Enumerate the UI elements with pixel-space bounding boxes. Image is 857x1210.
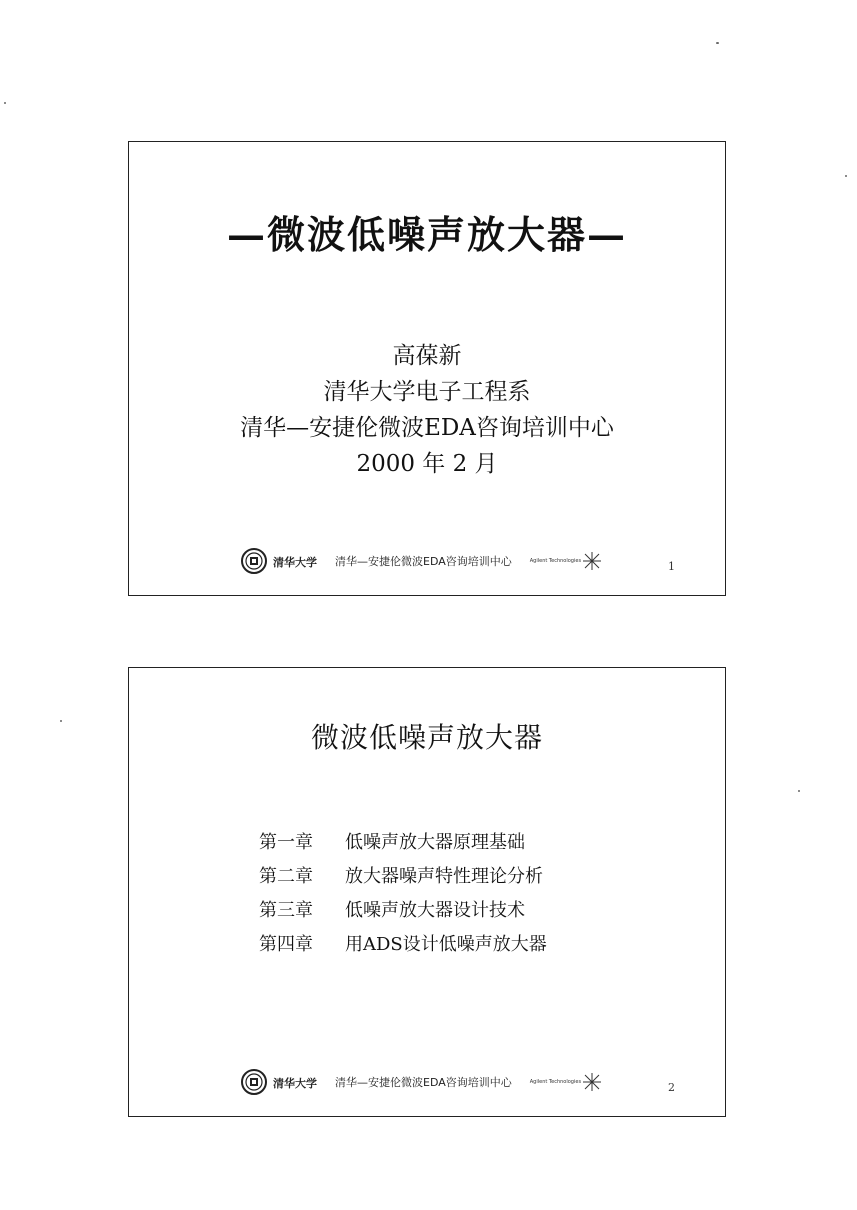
university-logo-text: 清华大学 — [273, 556, 317, 568]
university-seal-icon — [241, 548, 267, 574]
university-logo-text: 清华大学 — [273, 1077, 317, 1089]
agilent-spark-icon — [582, 551, 602, 571]
agilent-text: Agilent Technologies — [529, 558, 582, 564]
slide-1-info — [129, 338, 725, 482]
toc-chapter-label: 第三章 — [259, 900, 313, 921]
toc-chapter-topic: 低噪声放大器设计技术 — [345, 900, 525, 921]
author-name: 高葆新 — [392, 343, 462, 369]
agilent-spark-icon — [582, 1072, 602, 1092]
slide-1-title: —微波低噪声放大器— — [226, 212, 627, 257]
toc-chapter-label: 第四章 — [259, 934, 313, 955]
slide-1 — [128, 141, 726, 596]
scan-speck — [716, 42, 719, 44]
toc-item — [259, 894, 547, 928]
scan-speck — [845, 175, 847, 177]
department-name: 清华大学电子工程系 — [323, 379, 531, 405]
table-of-contents — [259, 826, 547, 962]
presentation-date: 2000 年 2 月 — [356, 451, 498, 477]
center-name: 清华—安捷伦微波EDA咨询培训中心 — [240, 415, 614, 441]
slide-2 — [128, 667, 726, 1117]
university-logo-icon — [273, 554, 317, 568]
toc-item — [259, 860, 547, 894]
toc-chapter-label: 第二章 — [259, 866, 313, 887]
slide-2-footer — [241, 1069, 602, 1095]
scan-speck — [798, 790, 800, 792]
agilent-text: Agilent Technologies — [529, 1079, 582, 1085]
slide-2-title: 微波低噪声放大器 — [310, 721, 543, 754]
page-number: 2 — [668, 1081, 675, 1094]
footer-center-text: 清华—安捷伦微波EDA咨询培训中心 — [335, 555, 512, 568]
scan-speck — [60, 720, 62, 722]
toc-chapter-topic: 放大器噪声特性理论分析 — [345, 866, 543, 887]
footer-center-text: 清华—安捷伦微波EDA咨询培训中心 — [335, 1076, 512, 1089]
university-logo-icon — [273, 1075, 317, 1089]
scan-speck — [4, 102, 6, 104]
slide-1-footer — [241, 548, 602, 574]
toc-item — [259, 928, 547, 962]
toc-chapter-topic: 用ADS设计低噪声放大器 — [345, 934, 547, 955]
toc-chapter-label: 第一章 — [259, 832, 313, 853]
university-seal-icon — [241, 1069, 267, 1095]
toc-item — [259, 826, 547, 860]
page-number: 1 — [668, 560, 675, 573]
toc-chapter-topic: 低噪声放大器原理基础 — [345, 832, 525, 853]
